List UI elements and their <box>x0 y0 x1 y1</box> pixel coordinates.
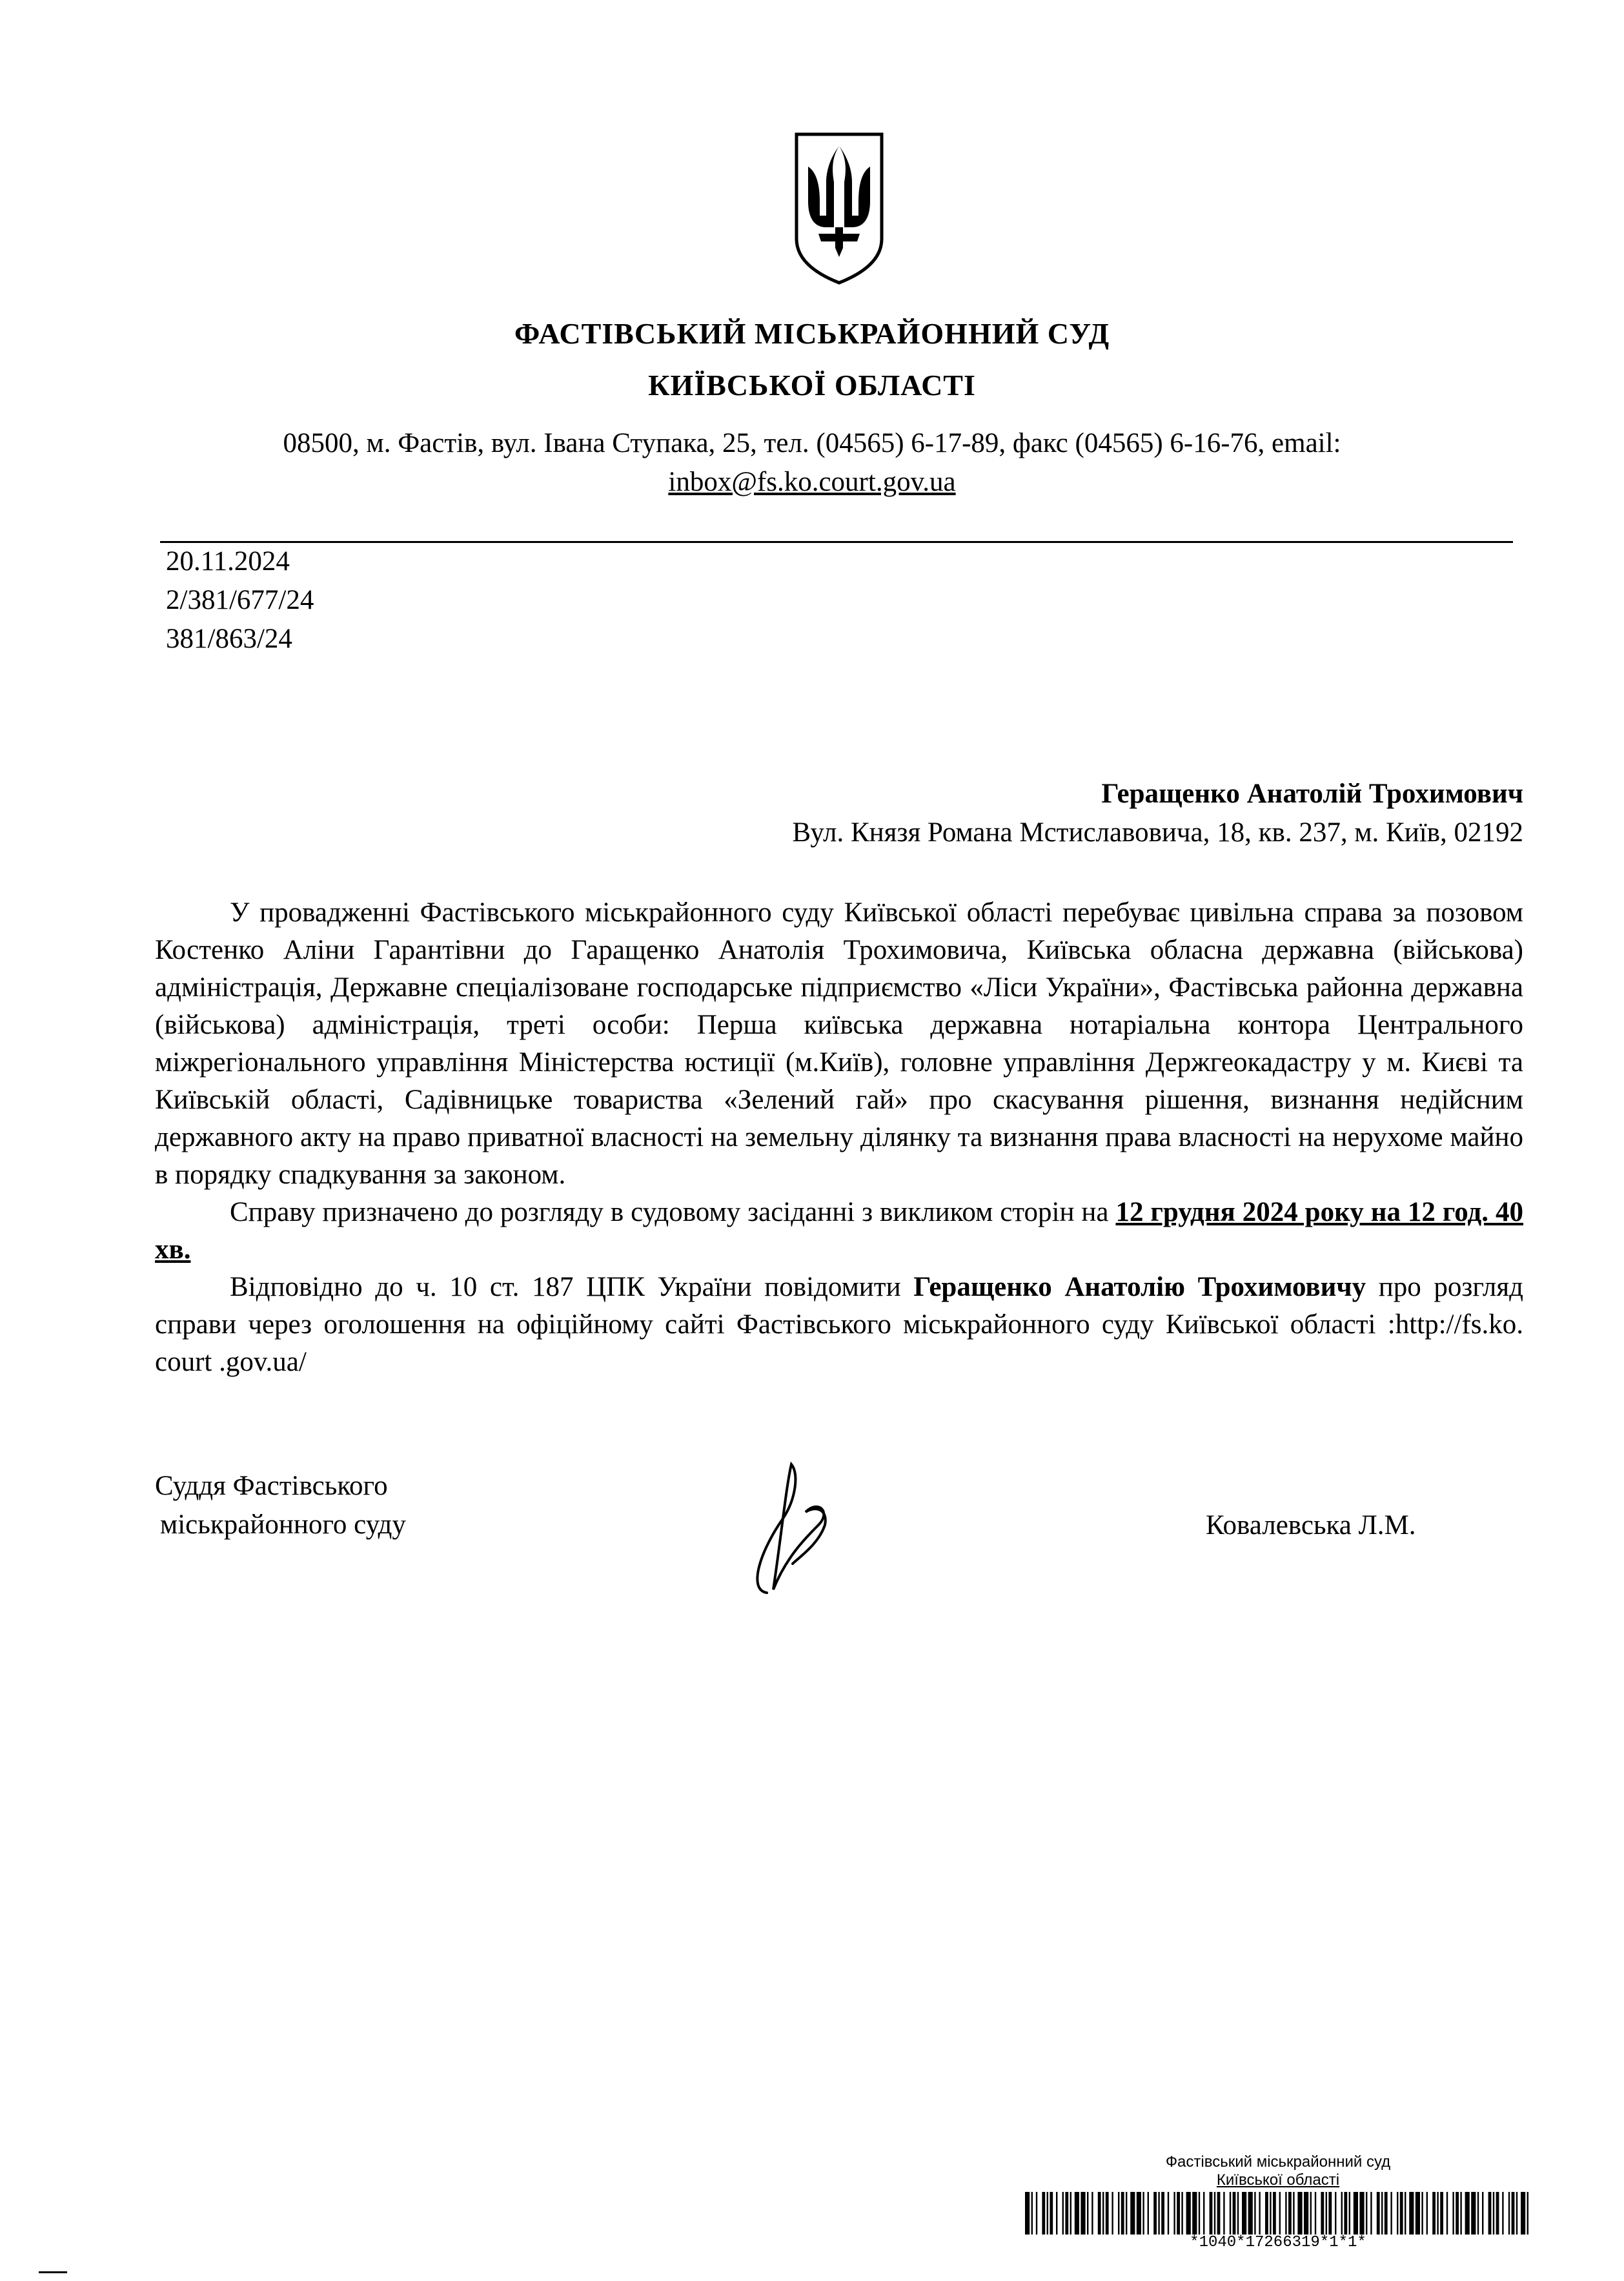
hearing-datetime: 12 грудня 2024 року на 12 год. 40 хв. <box>155 1197 1523 1265</box>
registration-stamp <box>1026 2153 1530 2189</box>
court-region: КИЇВСЬКОЇ ОБЛАСТІ <box>648 369 976 402</box>
judge-position-line1: Суддя Фастівського <box>155 1471 388 1501</box>
addressee-name: Геращенко Анатолій Трохимович <box>1101 779 1523 809</box>
hearing-text: Справу призначено до розгляду в судовому засіданні з викликом сторін на <box>230 1197 1116 1227</box>
judge-position-line2: міськрайонного суду <box>160 1509 406 1540</box>
addressee-address: Вул. Князя Романа Мстиславовича, 18, кв. 237, м. Київ, 02192 <box>792 817 1523 848</box>
stamp-region: Київської області <box>1216 2171 1340 2189</box>
header-divider <box>160 541 1513 543</box>
letter-body <box>155 894 1523 1381</box>
notice-website: про розгляд справи через оголошення на офіційному сайті Фастівського міськрайонного суду Київської області :http://fs.ko. court .gov.ua/ <box>155 1272 1523 1377</box>
notice-text: Відповідно до ч. 10 ст. 187 ЦПК України повідомити <box>230 1272 914 1302</box>
barcode-number: *1040*17266319*1*1* <box>1190 2234 1366 2251</box>
stamp-court-name: Фастівський міськрайонний суд <box>1165 2153 1391 2171</box>
judge-name: Ковалевська Л.М. <box>1206 1510 1416 1540</box>
scan-edge-mark <box>39 2271 67 2278</box>
court-name: ФАСТІВСЬКИЙ МІСЬКРАЙОННИЙ СУД <box>514 317 1110 350</box>
handwritten-signature <box>722 1460 851 1596</box>
court-address: 08500, м. Фастів, вул. Івана Ступака, 25, тел. (04565) 6-17-89, факс (04565) 6-16-76, email: <box>283 428 1341 458</box>
barcode <box>1025 2192 1528 2235</box>
paragraph-hearing <box>155 1194 1523 1269</box>
coat-of-arms-emblem <box>793 130 886 285</box>
paragraph-case-description: У провадженні Фастівського міськрайонного суду Київської області перебуває цивільна справа за позовом Костенко Аліни Гарантівни до Гаращенко Анатолія Трохимовича, Київська обласна державна (військова) адміністрація, Державне спеціалізоване господарське підприємство «Ліси України», Фастівська районна державна (військова) адміністрація, треті особи: Перша київська державна нотаріальна контора Центрального міжрегіонального управління Міністерства юстиції (м.Київ), головне управління Держгеокадастру у м. Києві та Київській області, Садівницьке товариства «Зелений гай» про скасування рішення, визнання недійсним державного акту на право приватної власності на земельну ділянку та визнання права власності на нерухоме майно в порядку спадкування за законом. <box>155 897 1523 1190</box>
court-email[interactable]: inbox@fs.ko.court.gov.ua <box>668 467 956 497</box>
case-number: 381/863/24 <box>166 624 292 654</box>
outgoing-number: 2/381/677/24 <box>166 585 314 615</box>
paragraph-notice <box>155 1269 1523 1381</box>
notice-addressee: Геращенко Анатолію Трохимовичу <box>913 1272 1366 1302</box>
document-date: 20.11.2024 <box>166 546 290 577</box>
